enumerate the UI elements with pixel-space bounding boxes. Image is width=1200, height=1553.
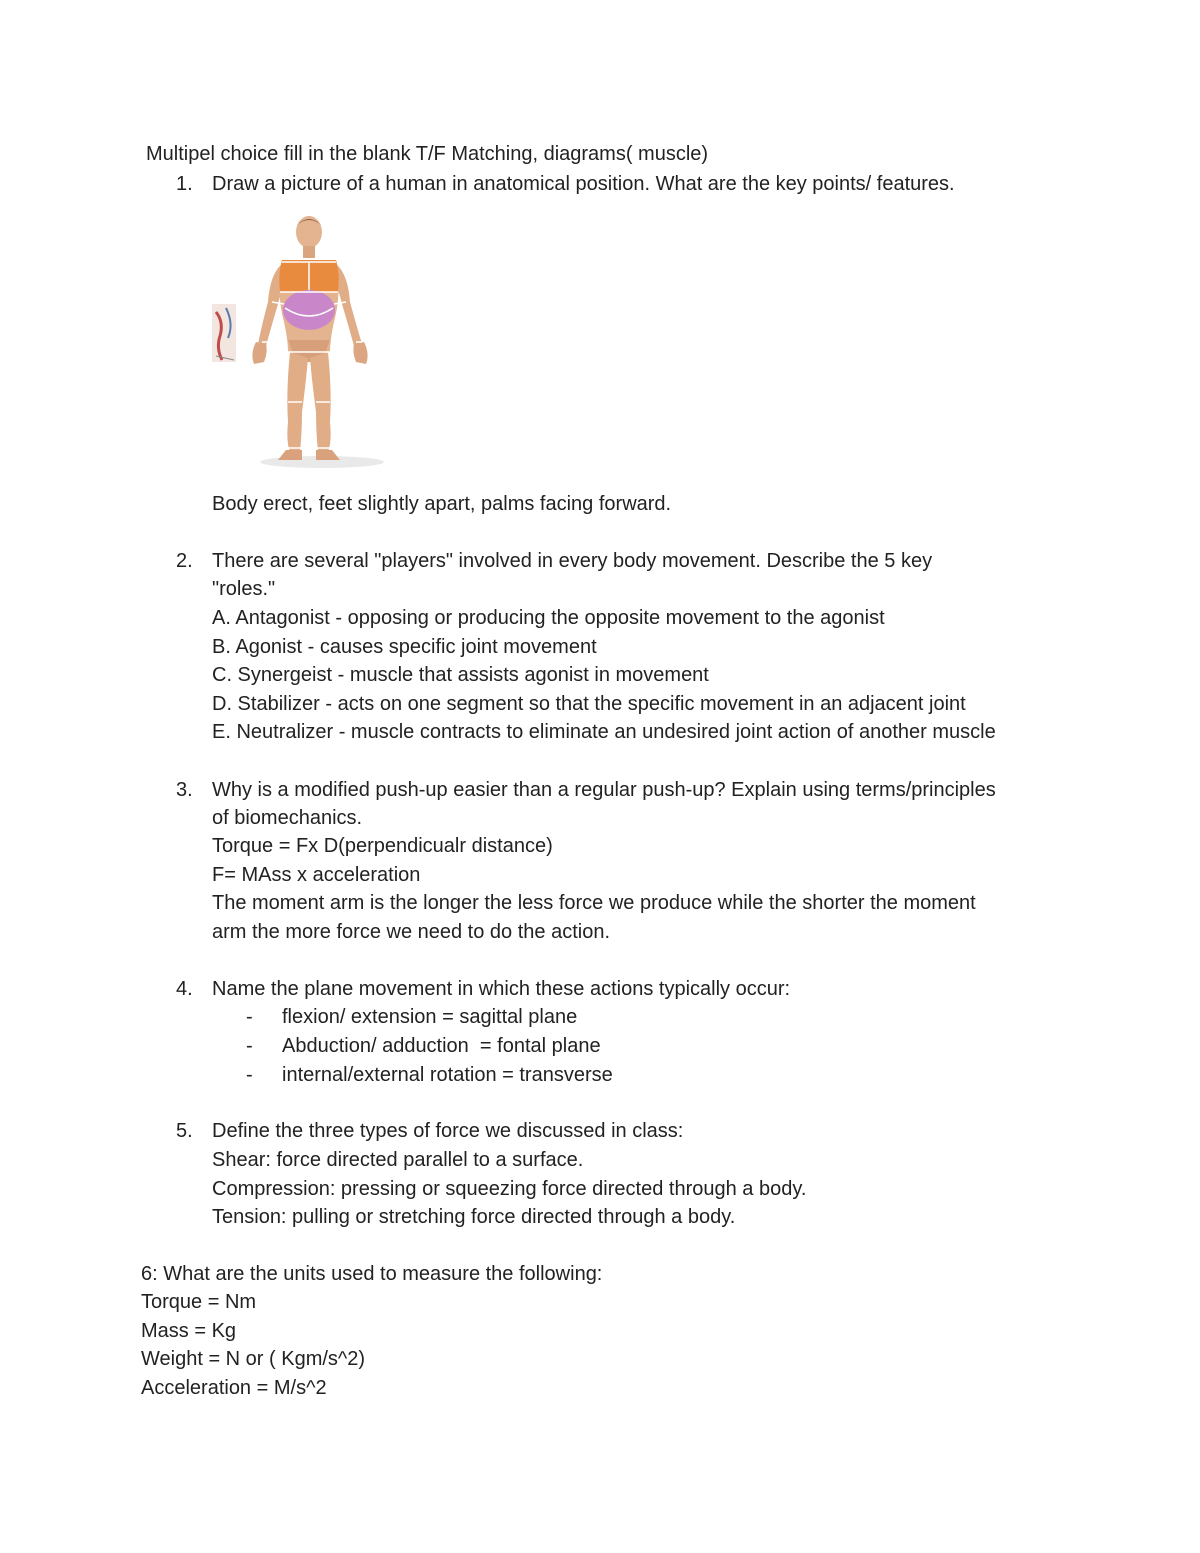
q3-number: 3. — [176, 779, 193, 801]
q5-question: Define the three types of force we discussed in class: — [212, 1120, 684, 1142]
anatomical-position-figure — [212, 212, 384, 470]
q4-bullet: - — [246, 1006, 253, 1028]
q6-weight-unit: Weight = N or ( Kgm/s^2) — [141, 1348, 366, 1370]
q4-number: 4. — [176, 978, 193, 1000]
document-title: Multipel choice fill in the blank T/F Matching, diagrams( muscle) — [146, 143, 709, 165]
human-figure-illustration — [212, 212, 384, 470]
q2-answer-agonist: B. Agonist - causes specific joint movement — [212, 636, 597, 658]
q2-question-line: "roles." — [212, 578, 276, 600]
q3-line: The moment arm is the longer the less force we produce while the shorter the moment — [212, 892, 976, 914]
q5-number: 5. — [176, 1120, 193, 1142]
q2-answer-synergist: C. Synergeist - muscle that assists agonist in movement — [212, 664, 709, 686]
q4-item: internal/external rotation = transverse — [282, 1064, 613, 1086]
inset-arm-illustration — [212, 304, 236, 362]
q3-line: arm the more force we need to do the action. — [212, 921, 610, 943]
q4-item: flexion/ extension = sagittal plane — [282, 1006, 578, 1028]
q6-acceleration-unit: Acceleration = M/s^2 — [141, 1377, 327, 1399]
q5-answer-shear: Shear: force directed parallel to a surface. — [212, 1149, 584, 1171]
q5-answer-tension: Tension: pulling or stretching force directed through a body. — [212, 1206, 736, 1228]
q3-line: Why is a modified push-up easier than a regular push-up? Explain using terms/principles — [212, 779, 996, 801]
q2-question-line: There are several "players" involved in every body movement. Describe the 5 key — [212, 550, 933, 572]
q4-item: Abduction/ adduction = fontal plane — [282, 1035, 601, 1057]
q6-question: 6: What are the units used to measure the following: — [141, 1263, 603, 1285]
q3-force-formula: F= MAss x acceleration — [212, 864, 421, 886]
q4-bullet: - — [246, 1064, 253, 1086]
q2-answer-stabilizer: D. Stabilizer - acts on one segment so that the specific movement in an adjacent joint — [212, 693, 966, 715]
q6-torque-unit: Torque = Nm — [141, 1291, 257, 1313]
q5-answer-compression: Compression: pressing or squeezing force directed through a body. — [212, 1178, 807, 1200]
q3-line: of biomechanics. — [212, 807, 363, 829]
q4-bullet: - — [246, 1035, 253, 1057]
q2-answer-antagonist: A. Antagonist - opposing or producing the opposite movement to the agonist — [212, 607, 885, 629]
q6-mass-unit: Mass = Kg — [141, 1320, 237, 1342]
q1-question: Draw a picture of a human in anatomical position. What are the key points/ features. — [212, 173, 955, 195]
q3-torque-formula: Torque = Fx D(perpendicualr distance) — [212, 835, 553, 857]
q1-number: 1. — [176, 173, 193, 195]
q1-answer: Body erect, feet slightly apart, palms facing forward. — [212, 493, 672, 515]
q2-number: 2. — [176, 550, 193, 572]
q4-question: Name the plane movement in which these actions typically occur: — [212, 978, 791, 1000]
q2-answer-neutralizer: E. Neutralizer - muscle contracts to eliminate an undesired joint action of another muscle — [212, 721, 996, 743]
